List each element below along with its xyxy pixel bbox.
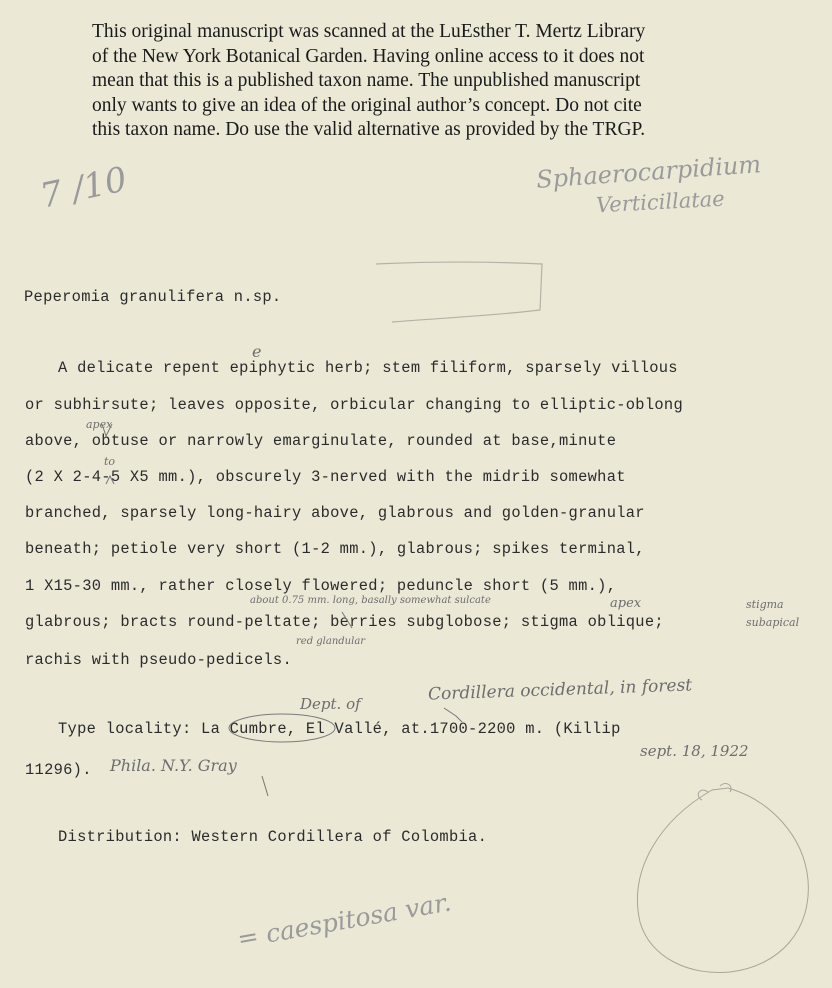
species-title: Peperomia granulifera n.sp. — [24, 288, 282, 306]
description-line: glabrous; bracts round-peltate; berries subglobose; stigma oblique; — [25, 613, 664, 631]
notice-line: this taxon name. Do use the valid alternative as provided by the TRGP. — [92, 119, 646, 140]
annotation-epiphytic: e — [252, 342, 262, 361]
distribution: Distribution: Western Cordillera of Colombia. — [58, 828, 488, 846]
annotation-apex-2: apex — [610, 596, 642, 611]
description-line: or subhirsute; leaves opposite, orbicular changing to elliptic-oblong — [25, 396, 683, 414]
annotation-herbaria: Phila. N.Y. Gray — [110, 756, 237, 775]
annotation-berries: red glandular — [296, 636, 366, 647]
annotation-dept: Dept. of — [300, 695, 361, 713]
pencil-caret — [444, 708, 462, 722]
pencil-caret — [102, 424, 112, 436]
description-line: above, obtuse or narrowly emarginulate, rounded at base,minute — [25, 432, 617, 450]
notice-line: mean that this is a published taxon name. The unpublished manuscript — [92, 70, 641, 91]
annotation-top-left: 7 /10 — [36, 159, 131, 217]
berry-sketch-detail — [698, 784, 731, 800]
pencil-circle-locality — [229, 714, 335, 742]
annotation-apex: apex — [86, 418, 113, 431]
description-line: A delicate repent epiphytic herb; stem filiform, sparsely villous — [58, 359, 678, 377]
description-line: rachis with pseudo-pedicels. — [25, 651, 293, 669]
notice-line: This original manuscript was scanned at the LuEsther T. Mertz Library — [92, 21, 646, 42]
notice-line: of the New York Botanical Garden. Having online access to it does not — [92, 45, 645, 67]
annotation-cordillera: Cordillera occidental, in forest — [427, 675, 693, 705]
annotation-stigma: stigma subapical — [746, 598, 800, 629]
annotation-bottom: = caespitosa var. — [235, 887, 454, 954]
pencil-caret — [342, 612, 352, 628]
description-line: beneath; petiole very short (1-2 mm.), glabrous; spikes terminal, — [25, 540, 645, 558]
annotation-top-right-2: Verticillatae — [595, 186, 726, 218]
annotation-to: to — [104, 455, 116, 468]
annotation-date: sept. 18, 1922 — [640, 742, 749, 760]
description-line: branched, sparsely long-hairy above, glabrous and golden-granular — [25, 504, 645, 522]
berry-sketch — [637, 788, 808, 973]
pencil-box — [376, 262, 542, 322]
description-line: (2 X 2-4-5 X5 mm.), obscurely 3-nerved with the midrib somewhat — [25, 468, 626, 486]
description-line: 1 X15-30 mm., rather closely flowered; peduncle short (5 mm.), — [25, 577, 617, 595]
pencil-tick — [262, 776, 268, 796]
annotation-bracts: about 0.75 mm. long, basally somewhat sulcate — [250, 595, 491, 606]
type-locality-continued: 11296). — [25, 761, 92, 779]
annotation-top-right-1: Sphaerocarpidium — [535, 150, 762, 194]
pencil-caret — [106, 476, 114, 484]
type-locality: Type locality: La Cumbre, El Vallé, at.1700-2200 m. (Killip — [58, 720, 621, 738]
notice-line: only wants to give an idea of the original author’s concept. Do not cite — [92, 94, 642, 116]
